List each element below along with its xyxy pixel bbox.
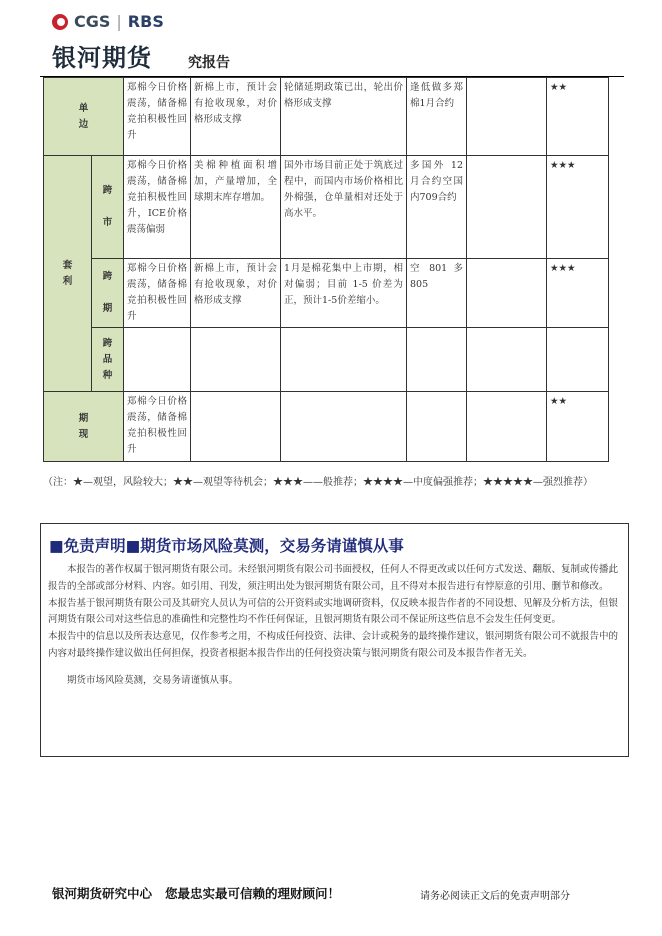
logo-separator: | bbox=[116, 12, 122, 31]
table-cell bbox=[191, 392, 281, 462]
disclaimer-paragraph: 本报告中的信息以及所表达意见，仅作参考之用，不构成任何投资、法律、会计或税务的最终操作建议，银河期货有限公司不就报告中的内容对最终操作建议做出任何担保，投资者根据本报告作出的任何投资决策与银河期货有限公司及本报告作者无关。 bbox=[48, 631, 619, 659]
table-cell: 空 801 多 805 bbox=[407, 259, 467, 328]
logo-cgs: CGS bbox=[74, 12, 111, 31]
subcategory-cell: 跨 市 bbox=[92, 156, 124, 259]
table-cell bbox=[281, 328, 407, 392]
table-cell bbox=[467, 156, 547, 259]
table-cell: 1月是棉花集中上市期，相对偏弱；目前 1-5 价差为正，预计1-5价差缩小。 bbox=[281, 259, 407, 328]
table-row bbox=[44, 78, 609, 156]
rating-stars: ★★★ bbox=[547, 259, 609, 328]
table-cell: 多国外 12月合约空国内709合约 bbox=[407, 156, 467, 259]
table-cell bbox=[407, 328, 467, 392]
disclaimer-body bbox=[48, 562, 621, 690]
rating-stars: ★★★ bbox=[547, 156, 609, 259]
subcategory-cell: 跨 品 种 bbox=[92, 328, 124, 392]
table-cell: 郑棉今日价格震荡，储备棉竞拍积极性回升 bbox=[124, 392, 191, 462]
report-subtitle: 究报告 bbox=[188, 55, 230, 71]
strategy-table bbox=[43, 77, 609, 462]
table-cell: 郑棉今日价格震荡，储备棉竞拍积极性回升 bbox=[124, 78, 191, 156]
category-cell: 期 现 bbox=[44, 392, 124, 462]
table-cell bbox=[467, 328, 547, 392]
table-cell bbox=[467, 78, 547, 156]
category-cell: 套 利 bbox=[44, 156, 92, 392]
table-cell bbox=[191, 328, 281, 392]
table-cell: 美棉种植面积增加，产量增加，全球期末库存增加。 bbox=[191, 156, 281, 259]
company-logo bbox=[52, 12, 164, 31]
footer-disclaimer-hint: 请务必阅读正文后的免责声明部分 bbox=[420, 891, 570, 902]
table-cell: 郑棉今日价格震荡，储备棉竞拍积极性回升，ICE价格震荡偏弱 bbox=[124, 156, 191, 259]
table-row bbox=[44, 156, 609, 259]
subcategory-cell: 跨 期 bbox=[92, 259, 124, 328]
table-cell: 新棉上市，预计会有抢收现象，对价格形成支撑 bbox=[191, 259, 281, 328]
table-cell bbox=[467, 392, 547, 462]
table-cell bbox=[124, 328, 191, 392]
table-row bbox=[44, 328, 609, 392]
disclaimer-paragraph: 本报告基于银河期货有限公司及其研究人员认为可信的公开资料或实地调研资料，仅反映本报告作者的不同设想、见解及分析方法，但银河期货有限公司对这些信息的准确性和完整性均不作任何保证，且银河期货有限公司不保证所这些信息不会发生任何变更。 bbox=[48, 597, 619, 626]
table-cell: 国外市场目前正处于筑底过程中，而国内市场价格相比外棉强，仓单量相对还处于高水平。 bbox=[281, 156, 407, 259]
cgs-logo-icon bbox=[52, 14, 68, 30]
table-cell bbox=[281, 392, 407, 462]
table-cell: 逢低做多郑棉1月合约 bbox=[407, 78, 467, 156]
brand-name: 银河期货 bbox=[52, 44, 152, 72]
footer-slogan: 银河期货研究中心 您最忠实最可信赖的理财顾问！ bbox=[52, 886, 341, 901]
category-cell: 单 边 bbox=[44, 78, 124, 156]
rating-stars: ★★ bbox=[547, 392, 609, 462]
table-cell: 新棉上市，预计会有抢收现象，对价格形成支撑 bbox=[191, 78, 281, 156]
table-row bbox=[44, 392, 609, 462]
rating-legend-note: （注：★—观望，风险较大；★★—观望等待机会；★★★——般推荐；★★★★—中度偏强推荐；★★★★★—强烈推荐） bbox=[43, 477, 593, 488]
disclaimer-paragraph: 期货市场风险莫测，交易务请谨慎从事。 bbox=[67, 674, 239, 686]
logo-rbs: RBS bbox=[127, 12, 164, 31]
table-cell: 轮储延期政策已出，轮出价格形成支撑 bbox=[281, 78, 407, 156]
table-row bbox=[44, 259, 609, 328]
table-cell bbox=[407, 392, 467, 462]
disclaimer-paragraph: 本报告的著作权属于银河期货有限公司。未经银河期货有限公司书面授权，任何人不得更改或以任何方式发送、翻版、复制或传播此报告的全部或部分材料、内容。如引用、刊发，须注明出处为银河期货有限公司，且不得对本报告进行有悖原意的引用、删节和修改。 bbox=[48, 564, 619, 592]
rating-stars bbox=[547, 328, 609, 392]
rating-stars: ★★ bbox=[547, 78, 609, 156]
table-cell: 郑棉今日价格震荡，储备棉竞拍积极性回升 bbox=[124, 259, 191, 328]
table-cell bbox=[467, 259, 547, 328]
disclaimer-box bbox=[40, 523, 629, 757]
disclaimer-title: ■免责声明■期货市场风险莫测，交易务请谨慎从事 bbox=[49, 537, 404, 555]
